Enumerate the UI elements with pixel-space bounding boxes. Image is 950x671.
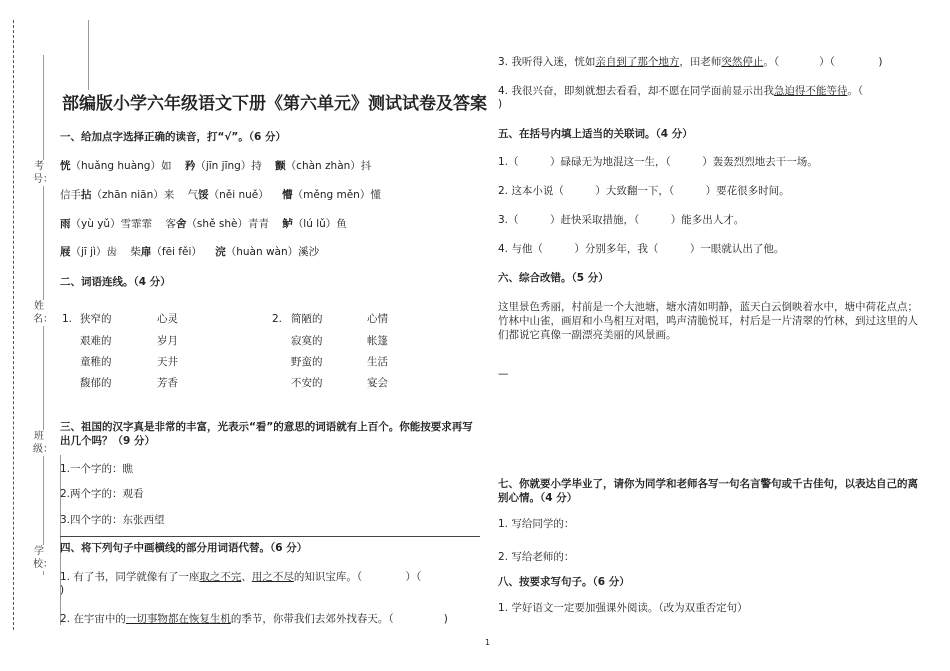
s2-g2-right-3: 生活 <box>367 356 388 368</box>
s5-item-4: 4. 与他（ ）分别多年，我（ ）一眼就认出了他。 <box>498 243 785 255</box>
s6-answer-line: — <box>498 368 509 380</box>
s4-item-1: 1. 有了书，同学就像有了一座取之不完、用之不尽的知识宝库。（ ）（ ) <box>60 571 422 596</box>
margin-label-class: 班级： <box>33 431 53 455</box>
section8-heading: 八、按要求写句子。（6 分） <box>498 576 630 588</box>
s2-g1-left-4: 馥郁的 <box>80 377 112 389</box>
binding-dashed-line <box>13 20 14 630</box>
s2-g1-right-3: 天井 <box>157 356 178 368</box>
s4-item-4: 4. 我很兴奋，即刻就想去看看，却不愿在同学面前显示出我急迫得不能等待。（ ) <box>498 85 864 110</box>
s2-group1-number: 1. <box>62 313 73 325</box>
margin-label-exam-number: 考号： <box>33 161 53 185</box>
s7-item-2: 2. 写给老师的： <box>498 551 575 563</box>
s2-g2-left-4: 不安的 <box>291 377 323 389</box>
page-number: 1 <box>485 638 491 647</box>
section2-heading: 二、词语连线。（4 分） <box>60 276 171 288</box>
margin-label-school: 学校： <box>33 546 53 570</box>
s3-item-1: 1.一个字的：瞧 <box>60 463 134 475</box>
s2-g2-right-1: 心情 <box>367 313 388 325</box>
section7-heading: 七、你就要小学毕业了，请你为同学和老师各写一句名言警句或千古佳句，以表达自己的离别心情。（4 分） <box>498 478 918 504</box>
s1-row-4: 屐（jī jì）齿 柴扉（fēi fěi） 浣（huàn wàn）溪沙 <box>60 246 320 258</box>
s8-item-1: 1. 学好语文一定要加强课外阅读。（改为双重否定句） <box>498 602 748 614</box>
margin-label-name: 姓名： <box>33 301 53 325</box>
s1-row-1: 恍（huǎng huàng）如 矜（jīn jīng）持 颤（chàn zhàn）抖 <box>60 160 372 172</box>
s4-item-2: 2. 在宇宙中的一切事物都在恢复生机的季节，你带我们去郊外找春天。（ ) <box>60 613 448 625</box>
s4-item-3: 3. 我听得入迷，恍如亲自到了那个地方，田老师突然停止。（ ）（ ) <box>498 56 883 68</box>
section4-heading: 四、将下列句子中画横线的部分用词语代替。（6 分） <box>60 542 308 554</box>
left-column-rule <box>88 20 89 90</box>
s1-row-3: 雨（yù yǔ）雪霏霏 客舍（shě shè）青青 鲈（lú lǔ）鱼 <box>60 218 347 230</box>
s2-g2-left-2: 寂寞的 <box>291 335 323 347</box>
section5-heading: 五、在括号内填上适当的关联词。（4 分） <box>498 128 693 140</box>
s2-g2-left-3: 野蛮的 <box>291 356 323 368</box>
s2-g1-left-3: 童稚的 <box>80 356 112 368</box>
section1-heading: 一、给加点字选择正确的读音，打“√”。（6 分） <box>60 131 287 143</box>
s7-item-1: 1. 写给同学的： <box>498 518 575 530</box>
s3-item-2: 2.两个字的：观看 <box>60 488 144 500</box>
s2-g2-left-1: 简陋的 <box>291 313 323 325</box>
s2-group2-number: 2. <box>272 313 283 325</box>
s5-item-3: 3.（ ）赶快采取措施，（ ）能多出人才。 <box>498 214 745 226</box>
s3-item-3: 3.四个字的：东张西望 <box>60 514 165 526</box>
s5-item-1: 1.（ ）碌碌无为地混这一生，（ ）轰轰烈烈地去干一场。 <box>498 156 818 168</box>
section3-heading: 三、祖国的汉字真是非常的丰富，光表示“看”的意思的词语就有上百个。你能按要求再写出几个吗？（9 分） <box>60 421 473 447</box>
section6-heading: 六、综合改错。（5 分） <box>498 272 609 284</box>
s2-g2-right-4: 宴会 <box>367 377 388 389</box>
s1-row-2: 信手拈（zhān niān）来 气馁（něi nuě） 懵（měng měn）懂 <box>60 189 381 201</box>
s3-divider <box>60 536 480 537</box>
s2-g1-right-2: 岁月 <box>157 335 178 347</box>
s2-g1-right-4: 芳香 <box>157 377 178 389</box>
s2-g1-right-1: 心灵 <box>157 313 178 325</box>
s2-g2-right-2: 帐篷 <box>367 335 388 347</box>
s2-g1-left-1: 狭窄的 <box>80 313 112 325</box>
s6-paragraph: 这里景色秀丽，村前是一个大池塘，塘水清如明静，蓝天白云倒映着水中，塘中荷花点点；竹林中山雀，画眉和小鸟相互对唱，鸣声清脆悦耳，村后是一片清翠的竹林，到过这里的人们都说它真像一副漂亮美丽的风景画。 <box>498 301 918 341</box>
s2-g1-left-2: 艰难的 <box>80 335 112 347</box>
page-title: 部编版小学六年级语文下册《第六单元》测试试卷及答案 <box>62 94 487 114</box>
s5-item-2: 2. 这本小说（ ）大致翻一下，（ ）要花很多时间。 <box>498 185 790 197</box>
left-column-rule-2 <box>60 455 61 625</box>
